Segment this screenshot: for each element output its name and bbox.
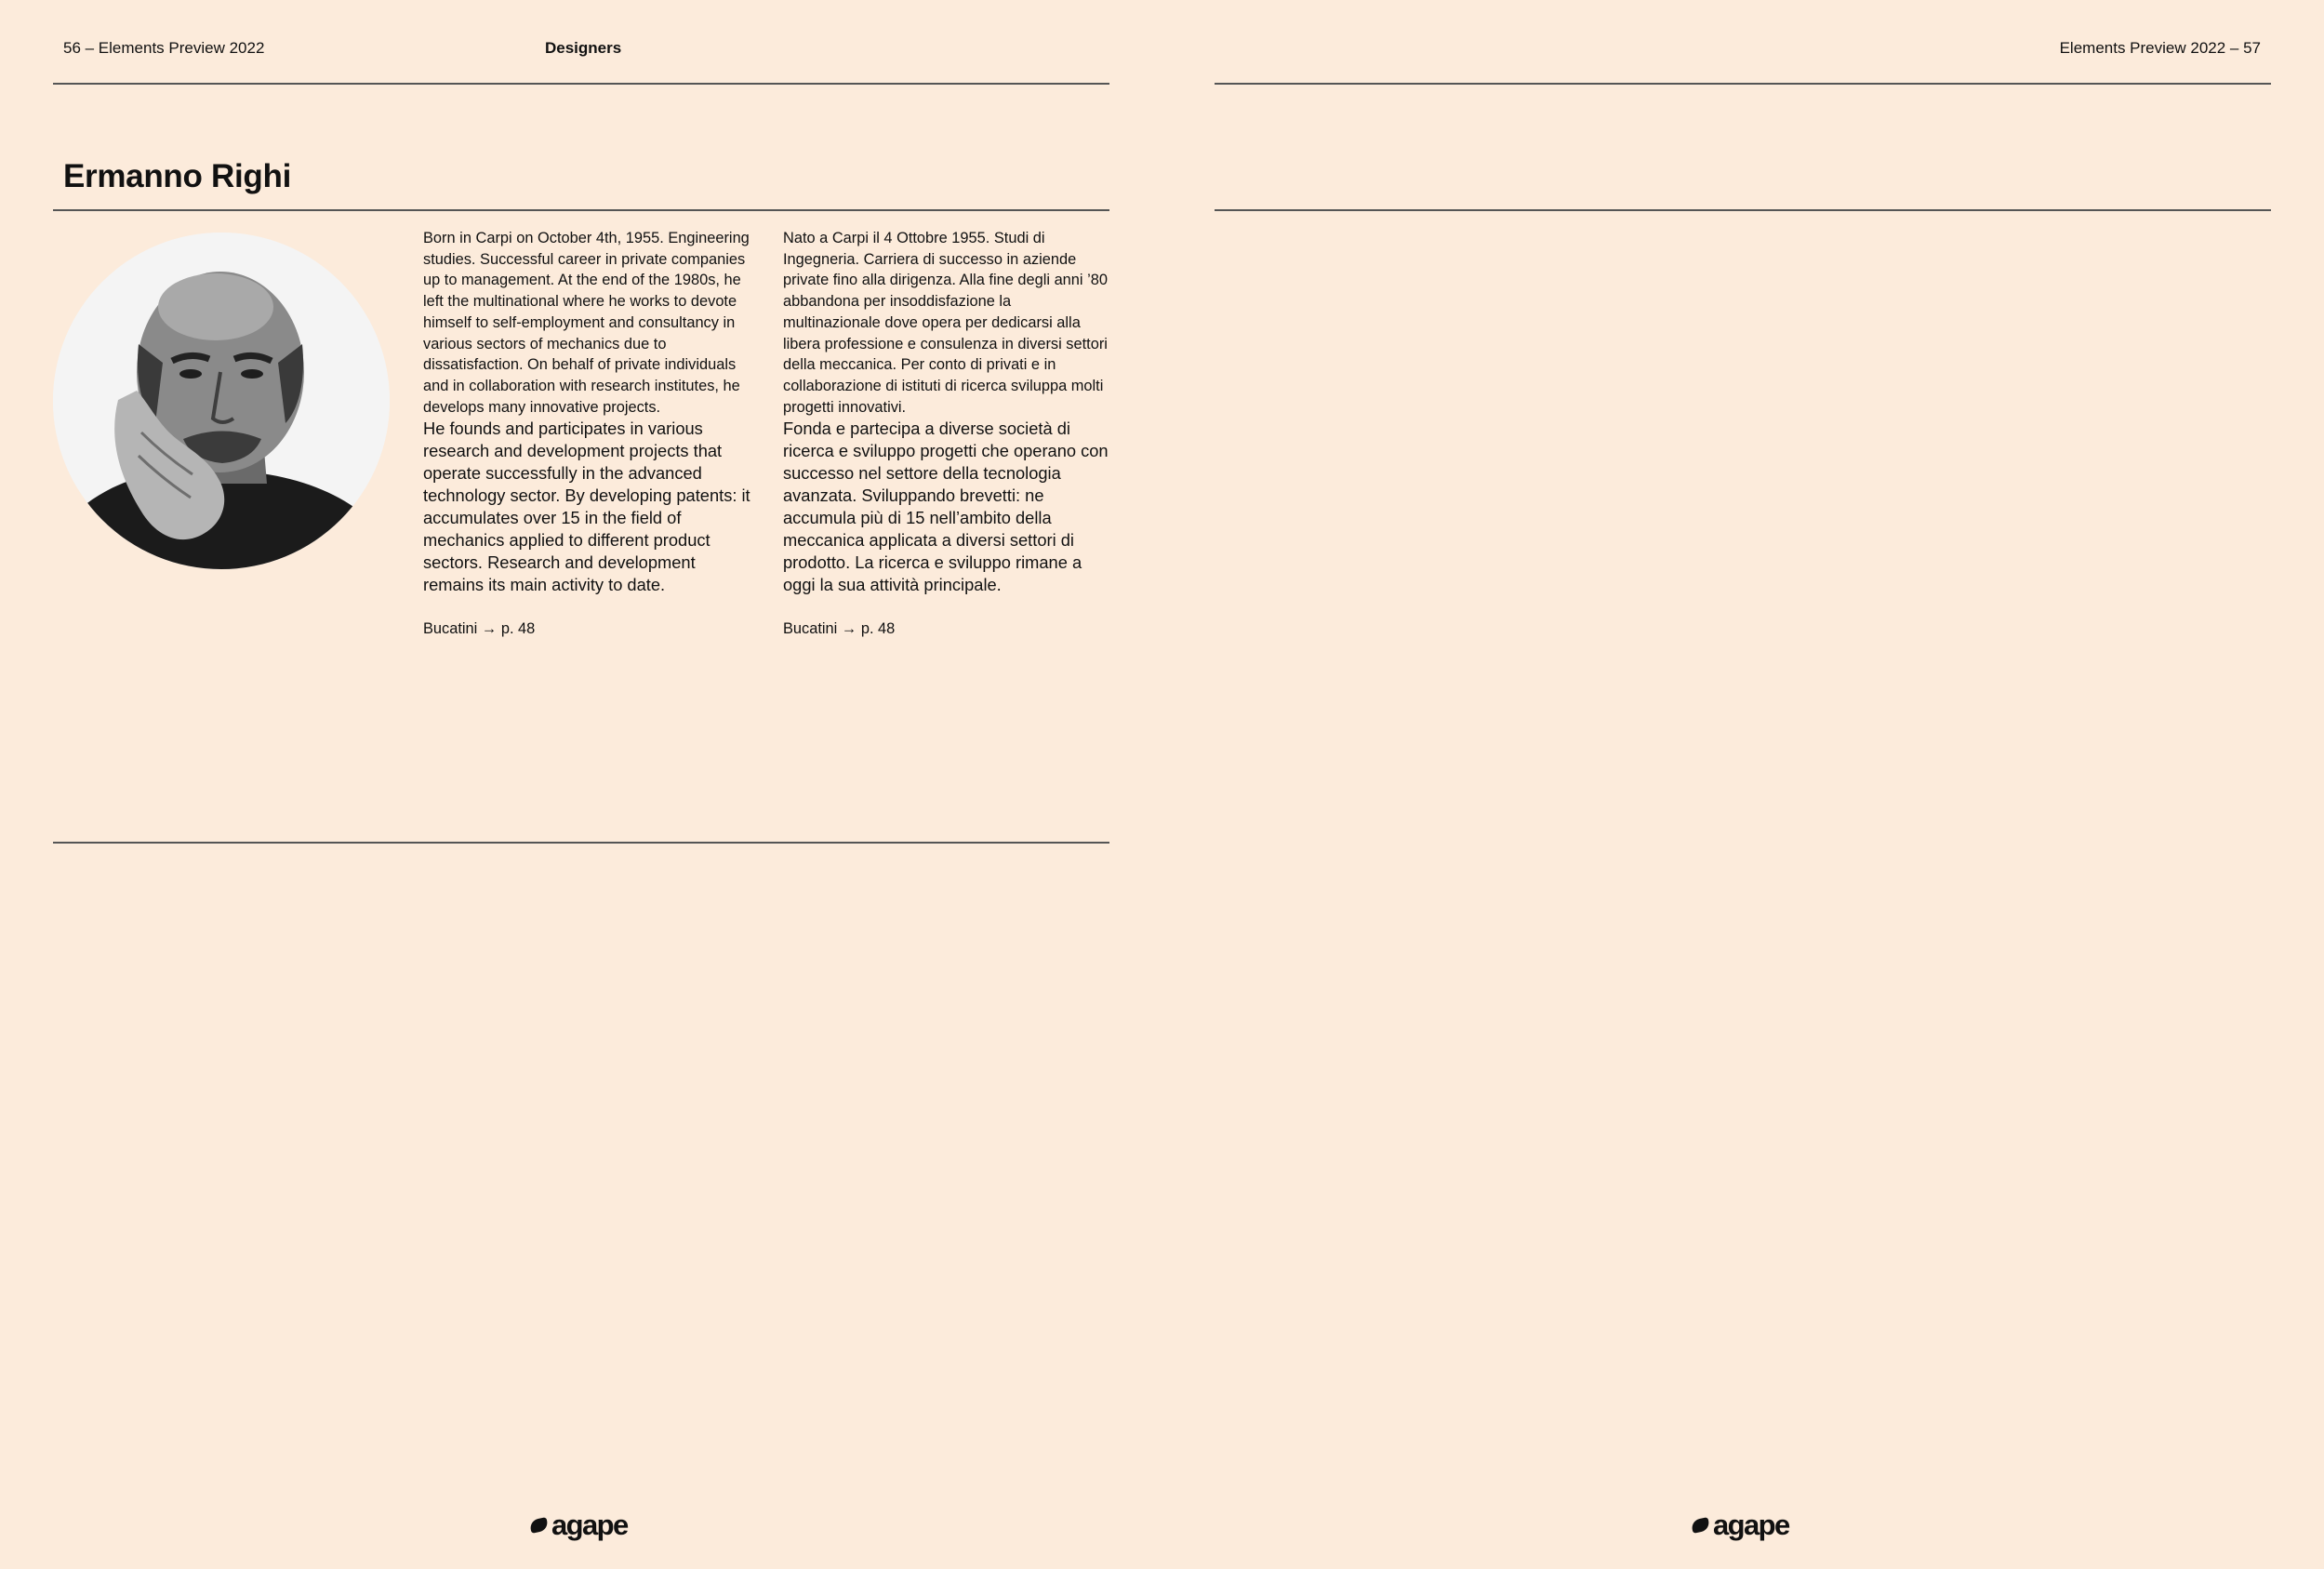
designer-name: Ermanno Righi <box>63 158 291 194</box>
bio-english <box>423 228 750 639</box>
section-label: Designers <box>545 39 622 57</box>
logo-wordmark: agape <box>1713 1509 1789 1541</box>
product-reference-it[interactable] <box>783 618 1110 639</box>
bio-english-intro: Born in Carpi on October 4th, 1955. Engineering studies. Successful career in private companies up to management. At the end of the 1980s, he left the multinational where he works to devote himself to self-employment and consultancy in various sectors of mechanics due to dissatisfaction. On behalf of private individuals and in collaboration with research institutes, he develops many innovative projects. <box>423 230 750 416</box>
portrait-illustration <box>53 233 390 569</box>
bio-italian <box>783 228 1110 639</box>
page-number-left: 56 – Elements Preview 2022 <box>63 39 265 57</box>
bottom-rule-left <box>53 842 1109 844</box>
agape-logo-left <box>530 1510 628 1540</box>
title-rule-left <box>53 209 1109 211</box>
leaf-icon <box>529 1517 549 1534</box>
page-number-right: Elements Preview 2022 – 57 <box>2059 39 2261 57</box>
product-name: Bucatini <box>783 620 838 638</box>
designer-portrait <box>53 233 390 569</box>
arrow-right-icon: → <box>841 620 857 638</box>
product-name: Bucatini <box>423 620 478 638</box>
arrow-right-icon: → <box>481 620 498 638</box>
title-rule-right <box>1215 209 2271 211</box>
leaf-icon <box>1691 1517 1710 1534</box>
header-rule-right <box>1215 83 2271 85</box>
bio-english-body: He founds and participates in various research and development projects that operate successfully in the advanced technology sector. By developing patents: it accumulates over 15 in the field of mechanics applied to different product sectors. Research and development remains its main activity to date. <box>423 419 750 595</box>
product-reference-en[interactable] <box>423 618 750 639</box>
header-rule-left <box>53 83 1109 85</box>
agape-logo-right <box>1692 1510 1789 1540</box>
page-reference: p. 48 <box>500 620 536 638</box>
page-reference: p. 48 <box>860 620 896 638</box>
bio-italian-body: Fonda e partecipa a diverse società di ricerca e sviluppo progetti che operano con successo nel settore della tecnologia avanzata. Sviluppando brevetti: ne accumula più di 15 nell’ambito della meccanica applicata a diversi settori di prodotto. La ricerca e sviluppo rimane a oggi la sua attività principale. <box>783 419 1109 595</box>
logo-wordmark: agape <box>551 1509 628 1541</box>
bio-italian-intro: Nato a Carpi il 4 Ottobre 1955. Studi di Ingegneria. Carriera di successo in aziende private fino alla dirigenza. Alla fine degli anni ’80 abbandona per insoddisfazione la multinazionale dove opera per dedicarsi alla libera professione e consulenza in diversi settori della meccanica. Per conto di privati e in collaborazione di istituti di ricerca sviluppa molti progetti innovativi. <box>783 230 1108 416</box>
